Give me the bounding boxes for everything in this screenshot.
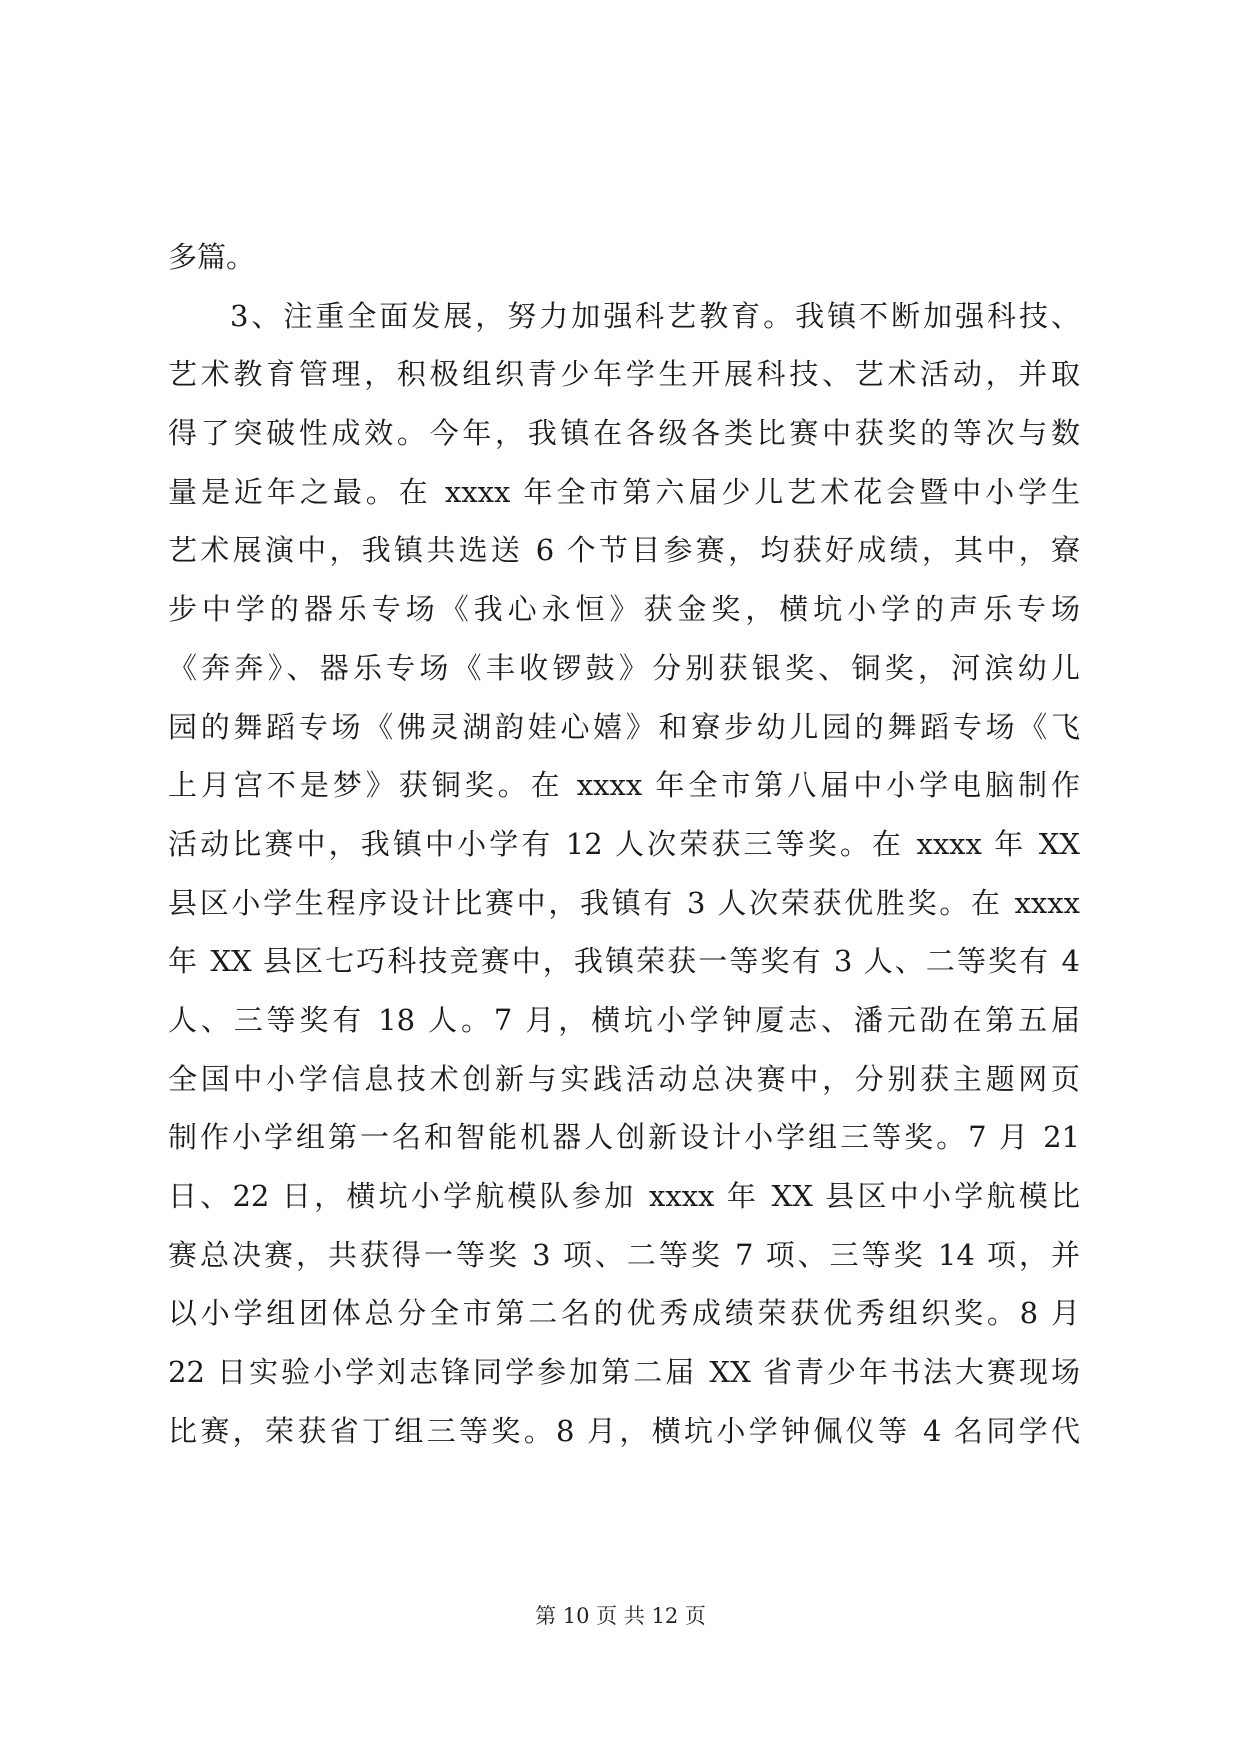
page-number-footer: 第 10 页 共 12 页 [535,1604,706,1628]
text-line: 3、注重全面发展，努力加强科艺教育。我镇不断加强科技、 [230,298,1080,333]
text-line: 步中学的器乐专场《我心永恒》获金奖，横坑小学的声乐专场 [168,592,1080,627]
document-body [168,228,1080,1460]
text-line: 园的舞蹈专场《佛灵湖韵娃心嬉》和寮步幼儿园的舞蹈专场《飞 [168,709,1080,744]
text-line: 以小学组团体总分全市第二名的优秀成绩荣获优秀组织奖。8 月 [168,1296,1080,1331]
text-line: 艺术教育管理，积极组织青少年学生开展科技、艺术活动，并取 [168,357,1080,392]
text-line: 年 XX 县区七巧科技竞赛中，我镇荣获一等奖有 3 人、二等奖有 4 [168,944,1080,979]
text-line: 日、22 日，横坑小学航模队参加 xxxx 年 XX 县区中小学航模比 [168,1179,1080,1213]
text-line: 活动比赛中，我镇中小学有 12 人次荣获三等奖。在 xxxx 年 XX [168,826,1080,861]
text-line: 全国中小学信息技术创新与实践活动总决赛中，分别获主题网页 [168,1061,1080,1096]
text-line: 《奔奔》、器乐专场《丰收锣鼓》分别获银奖、铜奖，河滨幼儿 [168,650,1080,685]
text-line: 得了突破性成效。今年，我镇在各级各类比赛中获奖的等次与数 [168,416,1080,451]
text-line: 量是近年之最。在 xxxx 年全市第六届少儿艺术花会暨中小学生 [168,474,1080,509]
text-line: 上月宫不是梦》获铜奖。在 xxxx 年全市第八届中小学电脑制作 [168,768,1080,803]
text-line: 制作小学组第一名和智能机器人创新设计小学组三等奖。7 月 21 [168,1120,1080,1155]
text-line: 县区小学生程序设计比赛中，我镇有 3 人次荣获优胜奖。在 xxxx [168,885,1080,920]
text-line: 人、三等奖有 18 人。7 月，横坑小学钟厦志、潘元劭在第五届 [168,1002,1080,1037]
text-line: 赛总决赛，共获得一等奖 3 项、二等奖 7 项、三等奖 14 项，并 [168,1237,1080,1272]
text-line: 比赛，荣获省丁组三等奖。8 月，横坑小学钟佩仪等 4 名同学代 [168,1413,1080,1448]
text-line: 多篇。 [168,240,256,274]
text-line: 22 日实验小学刘志锋同学参加第二届 XX 省青少年书法大赛现场 [168,1355,1080,1390]
text-line: 艺术展演中，我镇共选送 6 个节目参赛，均获好成绩，其中，寮 [168,533,1080,568]
